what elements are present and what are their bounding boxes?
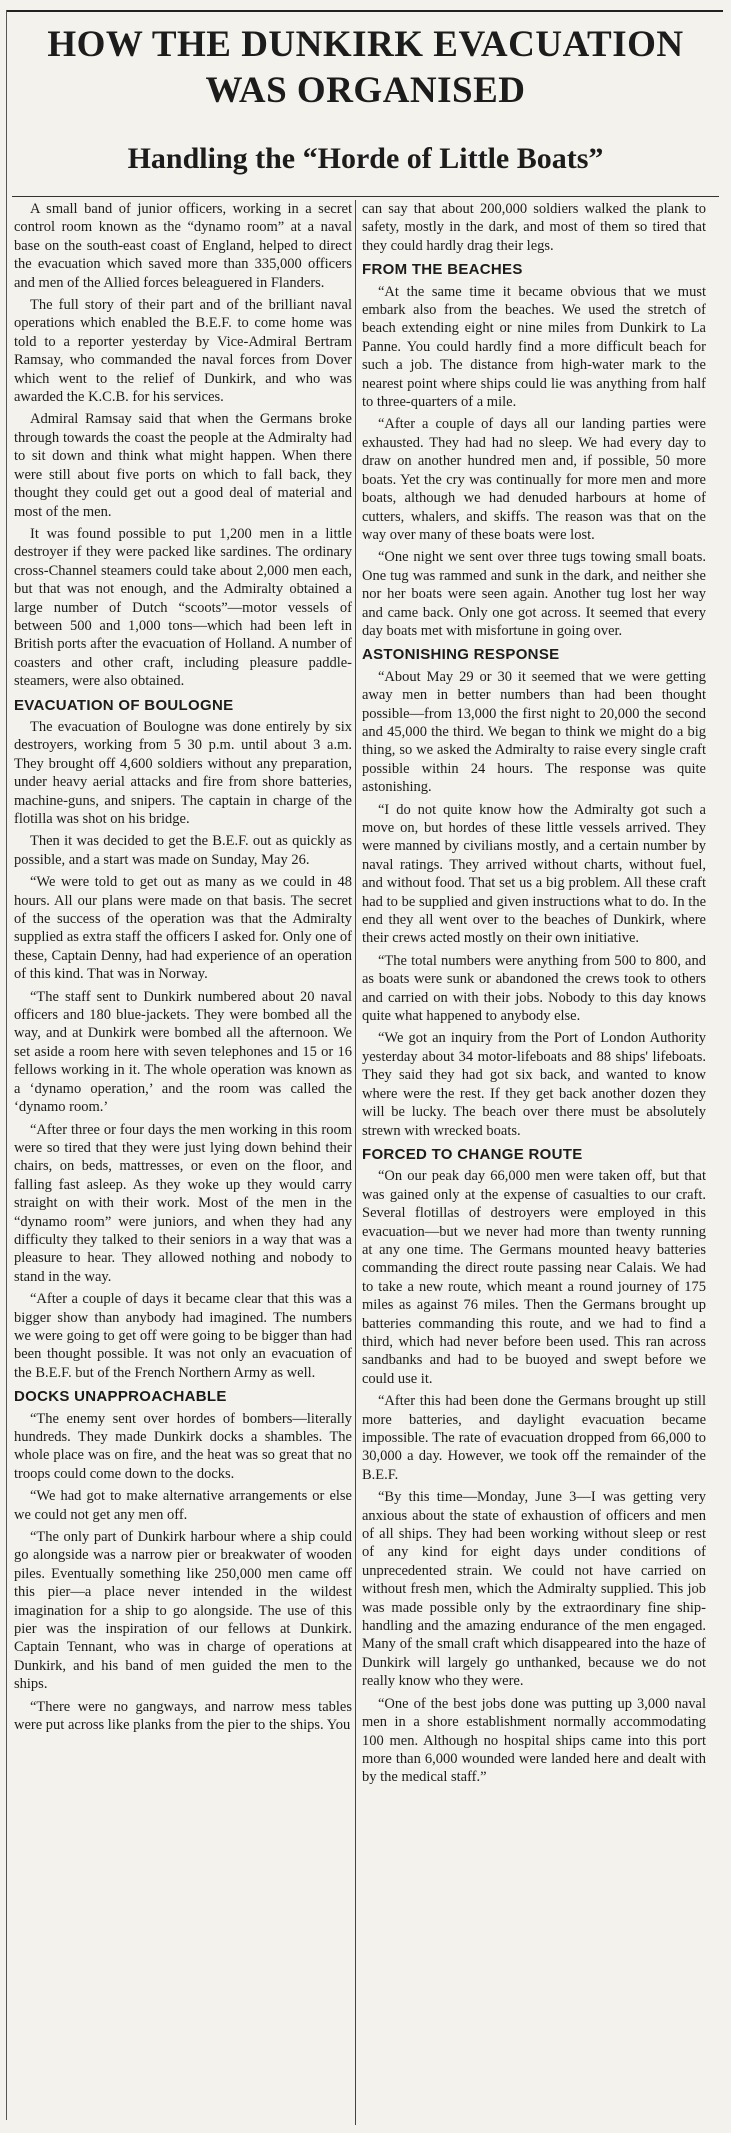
section-heading: DOCKS UNAPPROACHABLE bbox=[14, 1388, 227, 1406]
top-border-rule bbox=[6, 10, 723, 12]
paragraph: “One of the best jobs done was putting up 3,000 naval men in a shore establishment normally accommodating 100 men. Although no hospital ships came into this port more than 6,000 wounded were landed here and dealt with by the medical staff.” bbox=[362, 1695, 706, 1786]
paragraph: Admiral Ramsay said that when the Germans broke through towards the coast the people at the Admiralty had to sit down and think what might happen. When there were still about five ports on which to fall back, they thought they could get out a good deal of material and most of the men. bbox=[14, 411, 352, 520]
subheadline: Handling the “Horde of Little Boats” bbox=[127, 142, 604, 175]
paragraph: “The staff sent to Dunkirk numbered about 20 naval officers and 180 blue-jackets. They were bombed all the way, and at Dunkirk were bombed all the afternoon. We set aside a room here with seven telephones and 15 or 16 fellows working in it. The whole operation was known as a ‘dynamo operation,’ and the room was called the ‘dynamo room.’ bbox=[14, 988, 352, 1116]
paragraph: “The total numbers were anything from 500 to 800, and as boats were sunk or abandoned the crews took to others and carried on with their jobs. Nobody to this day knows quite what happened to anybody else. bbox=[362, 952, 706, 1025]
paragraph: “One night we sent over three tugs towing small boats. One tug was rammed and sunk in the dark, and neither she nor her boats were seen again. Another tug lost her way and came back. Only one got across. It seemed that every day boats met with misfortune in going over. bbox=[362, 549, 706, 639]
article-column-1 bbox=[14, 200, 352, 1739]
headline bbox=[12, 22, 719, 114]
article-column-2 bbox=[362, 200, 706, 1791]
headline-line-1: HOW THE DUNKIRK EVACUATION bbox=[47, 24, 684, 65]
paragraph: “After three or four days the men working in this room were so tired that they were just lying down behind their chairs, on beds, mattresses, or even on the floor, and falling fast asleep. As they woke up they would carry straight on with their work. Most of the men in the “dynamo room” were juniors, and when they had any difficulty they talked to their seniors in a way that was a pleasure to hear. They allowed nothing and nobody to stand in the way. bbox=[14, 1121, 352, 1285]
paragraph: “After a couple of days all our landing parties were exhausted. They had had no sleep. We had every day to draw on another hundred men and, if possible, 50 more boats. Yet the cry was continually for more men and more boats, although we had denuded harbours at home of cutters, whalers, and skiffs. The reason was that on the way over many of these boats were lost. bbox=[362, 416, 706, 543]
paragraph: “On our peak day 66,000 men were taken off, but that was gained only at the expense of casualties to our craft. Several flotillas of destroyers were employed in this evacuation—but we never had more than twenty running at any one time. The Germans mounted heavy batteries commanding the direct route passing near Calais. We had to take a new route, which meant a round journey of 175 miles as against 76 miles. Then the Germans brought up batteries commanding this route, and we had to find a third, which had never before been used. This ran across sandbanks and had to be buoyed and swept before we could use it. bbox=[362, 1168, 706, 1387]
paragraph: “After this had been done the Germans brought up still more batteries, and daylight evacuation became impossible. The rate of evacuation dropped from 66,000 to 30,000 a day. However, we took off the remainder of the B.E.F. bbox=[362, 1393, 706, 1483]
paragraph: The evacuation of Boulogne was done entirely by six destroyers, working from 5 30 p.m. until about 3 a.m. They brought off 4,600 soldiers without any preparation, under heavy aerial attacks and fire from shore batteries, machine-guns, and snipers. The captain in charge of the flotilla was shot on his bridge. bbox=[14, 718, 352, 827]
paragraph: Then it was decided to get the B.E.F. out as quickly as possible, and a start was made on Sunday, May 26. bbox=[14, 833, 352, 868]
paragraph: A small band of junior officers, working in a secret control room known as the “dynamo room” at a naval base on the south-east coast of England, helped to direct the evacuation which saved more than 335,000 officers and men of the Allied forces beleaguered in Flanders. bbox=[14, 201, 352, 291]
left-border-rule bbox=[6, 10, 7, 2120]
paragraph: “About May 29 or 30 it seemed that we were getting away men in better numbers than had been thought possible—from 13,000 the first night to 20,000 the second and 45,000 the third. We began to think we might do a big thing, so we asked the Admiralty to raise every single craft possible within 24 hours. The response was quite astonishing. bbox=[362, 668, 706, 796]
paragraph: “I do not quite know how the Admiralty got such a move on, but hordes of these little vessels arrived. They were manned by civilians mostly, and a certain number by naval ratings. They arrived without charts, without fuel, and without food. That set us a big problem. All these craft had to be supplied and given instructions what to do. In the end they all went over to the beaches of Dunkirk, where their crews acted mostly on their own initiative. bbox=[362, 801, 706, 947]
paragraph: “We got an inquiry from the Port of London Authority yesterday about 34 motor-lifeboats and 88 ships' lifeboats. They said they had got six back, and wanted to know where were the rest. If they get back another dozen they will be lucky. The beach over there must be absolutely strewn with wrecked boats. bbox=[362, 1030, 706, 1139]
paragraph: “We had got to make alternative arrangements or else we could not get any men off. bbox=[14, 1488, 352, 1523]
paragraph: “By this time—Monday, June 3—I was getting very anxious about the state of exhaustion of officers and men of all ships. They had been working without sleep or rest of any kind for eight days under conditions of unprecedented strain. We could not have carried on without fresh men, which the Admiralty supplied. This job was made possible only by the extraordinary fine ship-handling and the amazing endurance of the men engaged. Many of the small craft which disappeared into the haze of Dunkirk will largely go unthanked, because we do not really know who they were. bbox=[362, 1489, 706, 1690]
paragraph: “We were told to get out as many as we could in 48 hours. All our plans were made on that basis. The secret of the success of the operation was that the Admiralty supplied as extra staff the officers I asked for. Only one of these, Captain Denny, had had experience of an operation of this kind. That was in Norway. bbox=[14, 874, 352, 983]
paragraph: “The only part of Dunkirk harbour where a ship could go alongside was a narrow pier or breakwater of wooden piles. Eventually something like 250,000 men came off this pier—a place never intended in the wildest imagination for a ship to go alongside. The use of this pier was the inspiration of our fellows at Dunkirk. Captain Tennant, who was in charge of operations at Dunkirk, and his band of men guided the men to the ships. bbox=[14, 1529, 352, 1693]
headline-line-2: WAS ORGANISED bbox=[205, 70, 526, 111]
paragraph: “After a couple of days it became clear that this was a bigger show than anybody had imagined. The numbers we were going to get off were going to be bigger than had been thought possible. It was not only an evacuation of the B.E.F. but of the French Northern Army as well. bbox=[14, 1291, 352, 1381]
paragraph: The full story of their part and of the brilliant naval operations which enabled the B.E.F. to come home was told to a reporter yesterday by Vice-Admiral Bertram Ramsay, who commanded the naval forces from Dover which went to the relief of Dunkirk, and who was awarded the K.C.B. for his services. bbox=[14, 297, 352, 406]
column-divider bbox=[355, 200, 356, 2125]
paragraph: “At the same time it became obvious that we must embark also from the beaches. We used the stretch of beach extending eight or nine miles from Dunkirk to La Panne. You could hardly find a more difficult beach for such a job. The distance from high-water mark to the nearest point where ships could lie was anything from half to three-quarters of a mile. bbox=[362, 283, 706, 411]
paragraph: can say that about 200,000 soldiers walked the plank to safety, mostly in the dark, and most of them so tired that they could hardly drag their legs. bbox=[362, 201, 706, 254]
section-heading: ASTONISHING RESPONSE bbox=[362, 646, 560, 664]
paragraph: “There were no gangways, and narrow mess tables were put across like planks from the pier to the ships. You bbox=[14, 1698, 352, 1734]
section-heading: FORCED TO CHANGE ROUTE bbox=[362, 1145, 583, 1163]
section-heading: FROM THE BEACHES bbox=[362, 261, 523, 279]
paragraph: It was found possible to put 1,200 men in a little destroyer if they were packed like sardines. The ordinary cross-Channel steamers could take about 2,000 men each, but that was not enough, and the Admiralty obtained a large number of Dutch “scoots”—motor vessels of between 500 and 1,000 tons—which had been left in British ports after the evacuation of Holland. A number of coasters and other craft, including pleasure paddle-steamers, were also obtained. bbox=[14, 525, 352, 690]
header-divider bbox=[12, 196, 719, 197]
paragraph: “The enemy sent over hordes of bombers—literally hundreds. They made Dunkirk docks a shambles. The whole place was on fire, and the heat was so great that no troops could come down to the docks. bbox=[14, 1410, 352, 1482]
section-heading: EVACUATION OF BOULOGNE bbox=[14, 696, 234, 714]
